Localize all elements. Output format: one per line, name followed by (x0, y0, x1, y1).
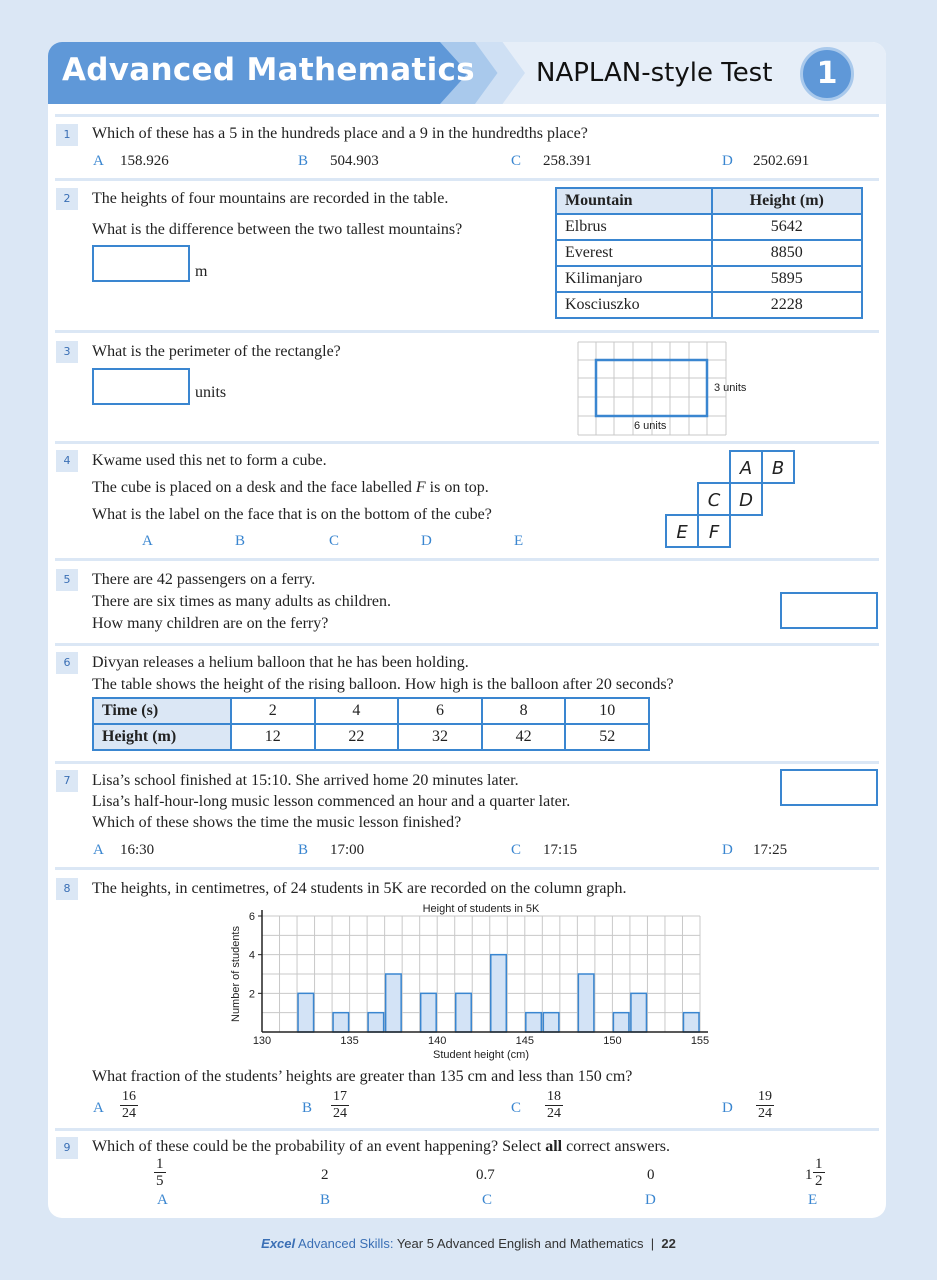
q1-option-a-value[interactable]: 158.926 (120, 153, 169, 169)
q7-option-d-value[interactable]: 17:25 (753, 842, 788, 858)
y-tick-label: 6 (248, 911, 255, 923)
table-row (556, 214, 862, 240)
question-number: 7 (56, 770, 78, 792)
divider (55, 178, 879, 181)
q8-option-d-fraction[interactable]: $\frac{19}{24}$ (758, 1089, 772, 1121)
q9-option-a-value[interactable]: $\frac{1}{5}$ (156, 1156, 164, 1189)
q5-answer-box[interactable] (780, 592, 878, 629)
table-cell: Elbrus (556, 214, 712, 240)
q8-option-b-fraction[interactable]: $\frac{17}{24}$ (333, 1089, 347, 1121)
table-row (556, 292, 862, 318)
q7-option-c-value[interactable]: 17:15 (543, 842, 578, 858)
divider (55, 761, 879, 764)
question-8-text: The heights, in centimetres, of 24 students in 5K are recorded on the column graph. (92, 880, 627, 897)
q7-option-b-letter[interactable]: B (298, 842, 309, 858)
table-cell: Kilimanjaro (556, 266, 712, 292)
q4-option-b[interactable]: B (235, 533, 246, 549)
q2-unit: m (195, 263, 208, 280)
footer-brand: Excel (261, 1236, 296, 1251)
balloon-table (92, 697, 650, 751)
table-cell: 2 (231, 698, 315, 724)
x-tick-label: 135 (340, 1035, 359, 1047)
question-2-text-2: What is the difference between the two tallest mountains? (92, 221, 463, 238)
label-6-units: 6 units (634, 420, 667, 432)
q7-option-b-value[interactable]: 17:00 (330, 842, 365, 858)
question-5-line-3: How many children are on the ferry? (92, 615, 329, 632)
question-3-text: What is the perimeter of the rectangle? (92, 343, 341, 360)
net-label: E (676, 522, 688, 543)
y-tick-label: 4 (248, 949, 255, 962)
q8-option-c-letter[interactable]: C (511, 1100, 522, 1116)
chart-title: Height of students in 5K (422, 903, 540, 915)
chart-bar (368, 1013, 384, 1032)
q8-option-a-letter[interactable]: A (93, 1100, 104, 1116)
q7-option-c-letter[interactable]: C (511, 842, 522, 858)
question-5-line-2: There are six times as many adults as children. (92, 593, 392, 610)
table-cell: 5642 (712, 214, 862, 240)
q7-option-d-letter[interactable]: D (722, 842, 733, 858)
x-tick-label: 150 (603, 1035, 622, 1047)
cube-net-diagram (665, 450, 797, 548)
question-8-question: What fraction of the students’ heights are greater than 135 cm and less than 150 cm? (92, 1068, 633, 1085)
table-row (556, 266, 862, 292)
q9-option-e-letter[interactable]: E (808, 1192, 818, 1208)
mountain-table (555, 187, 863, 319)
x-tick-label: 140 (428, 1035, 447, 1047)
q9-option-d-letter[interactable]: D (645, 1192, 656, 1208)
label-3-units: 3 units (714, 382, 747, 394)
table-cell: 52 (565, 724, 649, 750)
q2-answer-box[interactable] (92, 245, 190, 282)
q1-option-d-value[interactable]: 2502.691 (753, 153, 810, 169)
question-7-line-1: Lisa’s school finished at 15:10. She arrived home 20 minutes later. (92, 772, 519, 789)
page-number: 22 (661, 1236, 676, 1251)
table-cell: 6 (398, 698, 482, 724)
chart-bar (543, 1013, 559, 1032)
table-row (556, 240, 862, 266)
question-6-line-2: The table shows the height of the rising balloon. How high is the balloon after 20 seconds? (92, 676, 674, 693)
table-cell: 5895 (712, 266, 862, 292)
q1-option-c-letter[interactable]: C (511, 153, 522, 169)
x-axis-label: Student height (cm) (433, 1049, 529, 1061)
question-6-line-1: Divyan releases a helium balloon that he has been holding. (92, 654, 469, 671)
question-number: 9 (56, 1137, 78, 1159)
question-5-line-1: There are 42 passengers on a ferry. (92, 571, 316, 588)
q1-option-d-letter[interactable]: D (722, 153, 733, 169)
q3-answer-box[interactable] (92, 368, 190, 405)
chart-bar (578, 974, 594, 1032)
q9-option-a-letter[interactable]: A (157, 1192, 168, 1208)
q1-option-b-letter[interactable]: B (298, 153, 309, 169)
q8-option-c-fraction[interactable]: $\frac{18}{24}$ (547, 1089, 561, 1121)
q1-option-b-value[interactable]: 504.903 (330, 153, 379, 169)
table-header: Time (s) (93, 698, 231, 724)
table-header: Height (m) (93, 724, 231, 750)
table-row (93, 698, 649, 724)
test-number-badge: 1 (800, 47, 854, 101)
q9-option-b-value[interactable]: 2 (321, 1167, 329, 1183)
q9-option-e-fraction[interactable]: $\frac{1}{2}$ (815, 1156, 823, 1189)
table-row (93, 724, 649, 750)
chart-bar (456, 993, 472, 1032)
q9-option-d-value[interactable]: 0 (647, 1167, 655, 1183)
table-cell: Kosciuszko (556, 292, 712, 318)
q9-option-b-letter[interactable]: B (320, 1192, 331, 1208)
question-4-text-3: What is the label on the face that is on the bottom of the cube? (92, 506, 492, 523)
question-9-text: Which of these could be the probability of an event happening? Select all correct answers. (92, 1138, 671, 1155)
question-number: 1 (56, 124, 78, 146)
net-label: C (707, 490, 721, 511)
q8-option-a-fraction[interactable]: $\frac{16}{24}$ (122, 1089, 136, 1121)
q4-option-a[interactable]: A (142, 533, 153, 549)
question-number: 2 (56, 188, 78, 210)
table-cell: 8850 (712, 240, 862, 266)
x-tick-label: 155 (690, 1035, 710, 1047)
q4-option-c[interactable]: C (329, 533, 340, 549)
question-2-text-1: The heights of four mountains are recorded in the table. (92, 190, 449, 207)
table-header: Height (m) (712, 188, 862, 214)
x-tick-label: 145 (515, 1035, 534, 1047)
q4-option-d[interactable]: D (421, 533, 432, 549)
q9-option-c-value[interactable]: 0.7 (476, 1167, 495, 1183)
table-cell: 2228 (712, 292, 862, 318)
chart-bar (298, 993, 314, 1032)
divider (55, 867, 879, 870)
table-header: Mountain (556, 188, 712, 214)
q9-option-e-whole[interactable]: 1 (805, 1167, 813, 1183)
question-1-text: Which of these has a 5 in the hundreds place and a 9 in the hundredths place? (92, 125, 588, 142)
chart-bar (421, 993, 437, 1032)
footer-book: Year 5 Advanced English and Mathematics (396, 1236, 644, 1251)
net-label: F (708, 522, 720, 543)
question-number: 6 (56, 652, 78, 674)
test-label: NAPLAN-style Test (536, 58, 773, 88)
q9-option-c-letter[interactable]: C (482, 1192, 493, 1208)
divider (55, 330, 879, 333)
chart-bar (683, 1013, 699, 1032)
x-tick-label: 130 (252, 1035, 272, 1047)
question-7-line-3: Which of these shows the time the music lesson finished? (92, 814, 462, 831)
table-cell: 10 (565, 698, 649, 724)
table-cell: 42 (482, 724, 566, 750)
q7-option-a-value[interactable]: 16:30 (120, 842, 155, 858)
height-column-graph (225, 900, 715, 1066)
page-footer (0, 1236, 937, 1251)
divider (55, 643, 879, 646)
footer-series: Advanced Skills: (298, 1236, 394, 1251)
net-label: A (739, 458, 753, 479)
q7-answer-box[interactable] (780, 769, 878, 806)
question-number: 8 (56, 878, 78, 900)
chart-bar (491, 955, 507, 1032)
divider (55, 1128, 879, 1131)
divider (55, 558, 879, 561)
table-cell: 22 (315, 724, 399, 750)
divider (55, 441, 879, 444)
q3-unit: units (195, 384, 227, 401)
table-cell: 32 (398, 724, 482, 750)
question-number: 3 (56, 341, 78, 363)
q8-option-d-letter[interactable]: D (722, 1100, 733, 1116)
q1-option-a-letter[interactable]: A (93, 153, 104, 169)
y-axis-label: Number of students (230, 926, 242, 1022)
table-cell: 8 (482, 698, 566, 724)
chart-bar (613, 1013, 629, 1032)
divider (55, 114, 879, 117)
chart-bar (526, 1013, 542, 1032)
footer-separator: | (650, 1236, 655, 1251)
question-4-text-1: Kwame used this net to form a cube. (92, 452, 327, 469)
net-label: B (771, 458, 785, 479)
page-title: Advanced Mathematics (62, 52, 475, 88)
chart-bar (333, 1013, 349, 1032)
question-number: 5 (56, 569, 78, 591)
q7-option-a-letter[interactable]: A (93, 842, 104, 858)
question-4-text-2: The cube is placed on a desk and the face labelled F is on top. (92, 479, 489, 496)
y-tick-label: 2 (248, 988, 255, 1001)
table-cell: 4 (315, 698, 399, 724)
chart-bar (631, 993, 647, 1032)
table-cell: Everest (556, 240, 712, 266)
q4-option-e[interactable]: E (514, 533, 524, 549)
table-cell: 12 (231, 724, 315, 750)
question-7-line-2: Lisa’s half-hour-long music lesson commenced an hour and a quarter later. (92, 793, 571, 810)
q1-option-c-value[interactable]: 258.391 (543, 153, 592, 169)
q8-option-b-letter[interactable]: B (302, 1100, 313, 1116)
question-number: 4 (56, 450, 78, 472)
chart-bar (386, 974, 402, 1032)
net-label: D (739, 490, 753, 511)
